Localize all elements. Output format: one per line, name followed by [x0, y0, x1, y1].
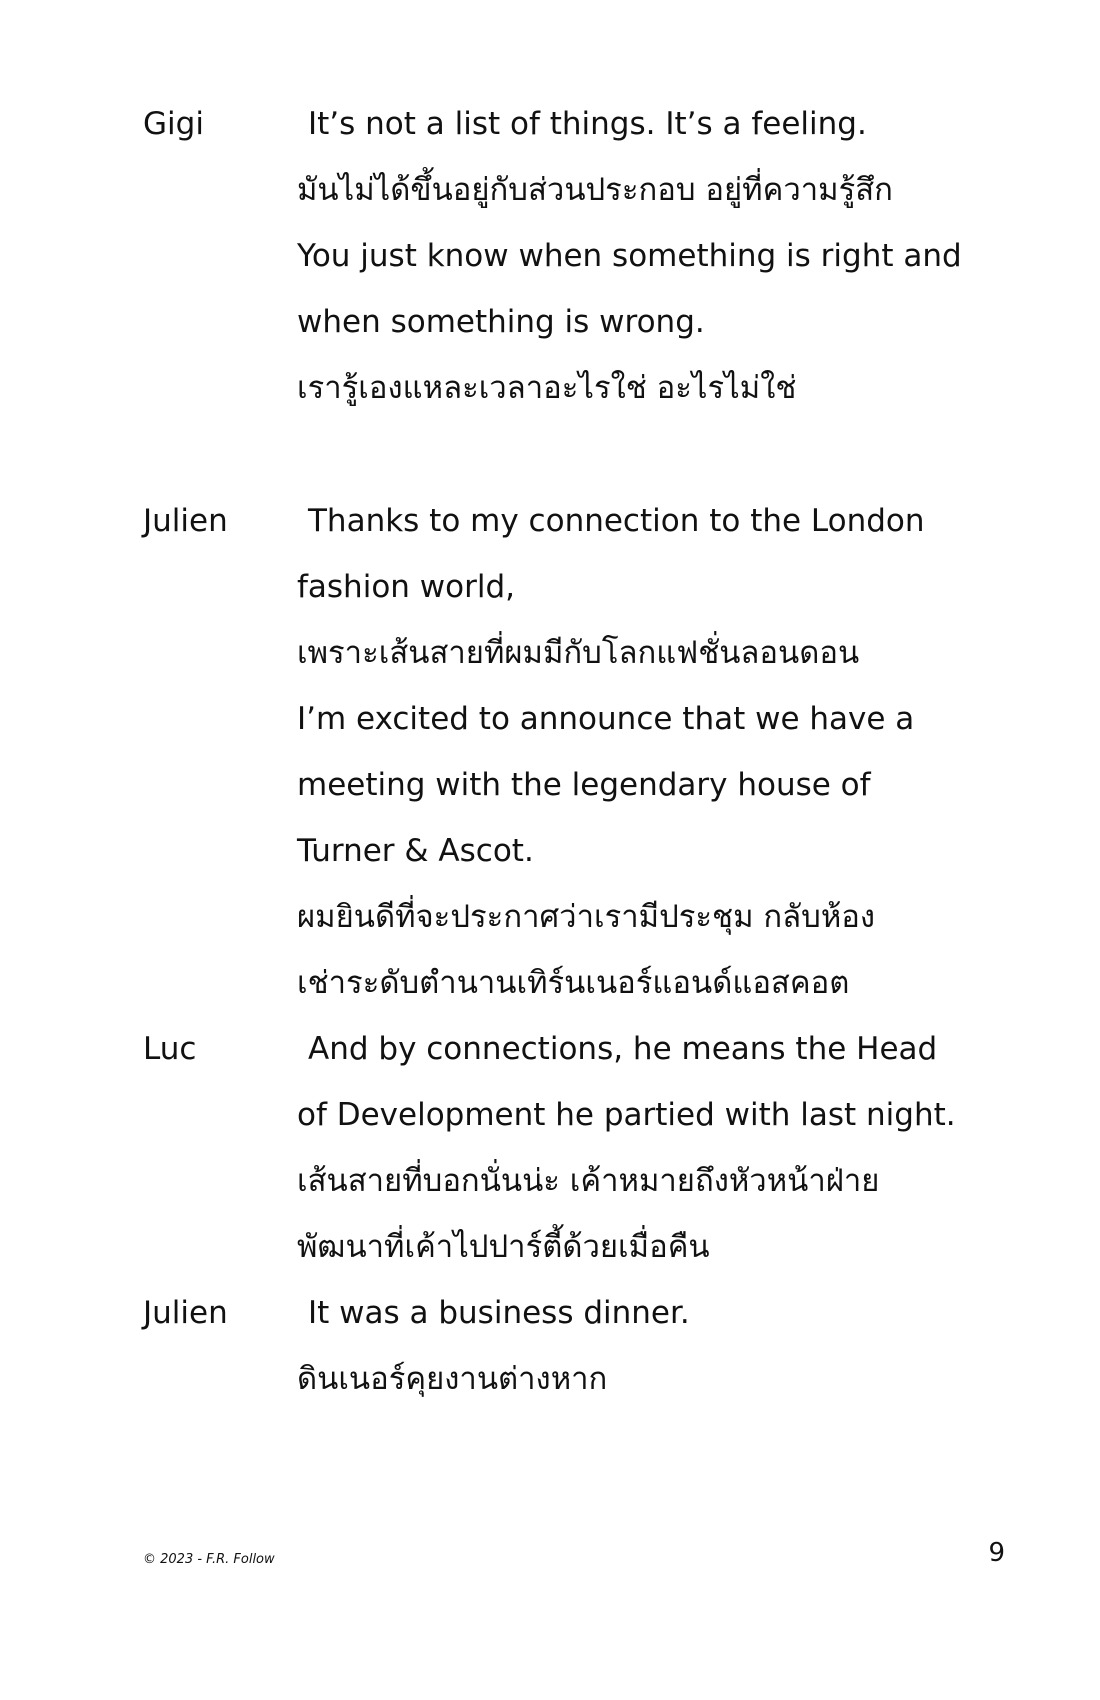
speaker-name: Gigi [143, 106, 204, 142]
dialogue-lines [297, 1280, 1017, 1412]
dialogue-line: เช่าระดับตำนานเทิร์นเนอร์แอนด์แอสคอต [297, 965, 850, 1001]
copyright-notice: © 2023 - F.R. Follow [143, 1552, 275, 1567]
dialogue-line: It was a business dinner. [308, 1295, 690, 1331]
dialogue-lines [297, 91, 1017, 421]
dialogue-line: เพราะเส้นสายที่ผมมีกับโลกแฟชั่นลอนดอน [297, 635, 860, 671]
dialogue-line: You just know when something is right and [297, 238, 962, 274]
dialogue-line: ผมยินดีที่จะประกาศว่าเรามีประชุม กลับห้อง [297, 899, 876, 935]
dialogue-line: ดินเนอร์คุยงานต่างหาก [297, 1361, 608, 1397]
page-number: 9 [988, 1538, 1005, 1568]
dialogue-line: fashion world, [297, 569, 515, 605]
speaker-name: Luc [143, 1031, 197, 1067]
speaker-name: Julien [143, 503, 228, 539]
dialogue-line: พัฒนาที่เค้าไปปาร์ตี้ด้วยเมื่อคืน [297, 1229, 710, 1265]
dialogue-line: Thanks to my connection to the London [308, 503, 925, 539]
dialogue-line: เส้นสายที่บอกนั่นน่ะ เค้าหมายถึงหัวหน้าฝ่าย [297, 1163, 880, 1199]
dialogue-line: And by connections, he means the Head [308, 1031, 938, 1067]
dialogue-line: เรารู้เองแหละเวลาอะไรใช่ อะไรไม่ใช่ [297, 370, 797, 406]
dialogue-line: Turner & Ascot. [297, 833, 534, 869]
dialogue-lines [297, 488, 1017, 1016]
speaker-name: Julien [143, 1295, 228, 1331]
dialogue-line: when something is wrong. [297, 304, 705, 340]
dialogue-line: มันไม่ได้ขึ้นอยู่กับส่วนประกอบ อยู่ที่ความรู้สึก [297, 172, 893, 208]
dialogue-line: meeting with the legendary house of [297, 767, 871, 803]
dialogue-line: It’s not a list of things. It’s a feeling. [308, 106, 867, 142]
dialogue-lines [297, 1016, 1017, 1280]
dialogue-line: I’m excited to announce that we have a [297, 701, 915, 737]
dialogue-line: of Development he partied with last night. [297, 1097, 956, 1133]
